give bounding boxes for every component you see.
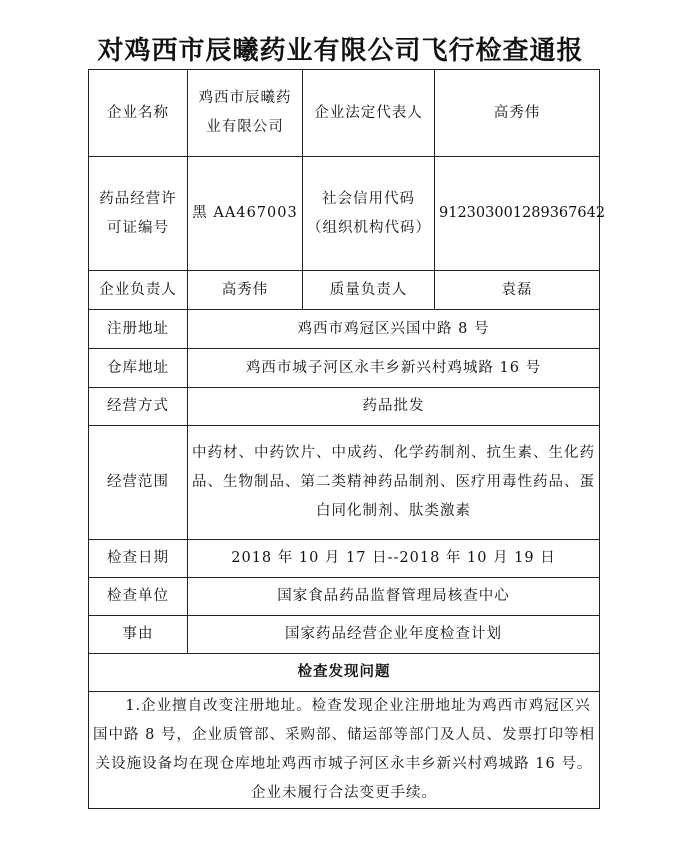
legal-rep-label: 企业法定代表人 <box>303 70 435 157</box>
mode-label: 经营方式 <box>89 388 188 426</box>
unit-label: 检查单位 <box>89 578 188 616</box>
mode-value: 药品批发 <box>188 388 600 426</box>
table-row <box>89 616 600 654</box>
principal-value: 高秀伟 <box>188 271 303 310</box>
table-row <box>89 349 600 388</box>
finding-item: 1.企业擅自改变注册地址。检查发现企业注册地址为鸡西市鸡冠区兴国中路 8 号，企业质管部、采购部、储运部等部门及人员、发票打印等相关设施设备均在现仓库地址鸡西市城子河区永丰乡新兴村鸡城路 16 号。企业未履行合法变更手续。 <box>93 698 595 801</box>
table-row <box>89 388 600 426</box>
company-name-value: 鸡西市辰曦药业有限公司 <box>188 70 303 157</box>
table-row <box>89 70 600 157</box>
reg-address-label: 注册地址 <box>89 310 188 349</box>
date-label: 检查日期 <box>89 540 188 578</box>
date-value: 2018 年 10 月 17 日--2018 年 10 月 19 日 <box>188 540 600 578</box>
license-value: 黑 AA467003 <box>188 157 303 271</box>
inspection-info-table <box>88 69 606 809</box>
table-row <box>89 654 600 692</box>
table-row <box>89 271 600 310</box>
unit-value: 国家食品药品监督管理局核查中心 <box>188 578 600 616</box>
warehouse-label: 仓库地址 <box>89 349 188 388</box>
quality-value: 袁磊 <box>435 271 600 310</box>
scope-value: 中药材、中药饮片、中成药、化学药制剂、抗生素、生化药品、生物制品、第二类精神药品制剂、医疗用毒性药品、蛋白同化制剂、肽类激素 <box>188 426 600 540</box>
findings-cell <box>89 692 600 809</box>
table-row <box>89 692 600 809</box>
document-title: 对鸡西市辰曦药业有限公司飞行检查通报 <box>97 36 584 66</box>
reg-address-value: 鸡西市鸡冠区兴国中路 8 号 <box>188 310 600 349</box>
table-row <box>89 310 600 349</box>
warehouse-value: 鸡西市城子河区永丰乡新兴村鸡城路 16 号 <box>188 349 600 388</box>
reason-value: 国家药品经营企业年度检查计划 <box>188 616 600 654</box>
credit-code-value: 912303001289367642 <box>435 157 600 271</box>
table-row <box>89 540 600 578</box>
license-label: 药品经营许可证编号 <box>89 157 188 271</box>
legal-rep-value: 高秀伟 <box>435 70 600 157</box>
table-row <box>89 426 600 540</box>
findings-header: 检查发现问题 <box>89 654 600 692</box>
principal-label: 企业负责人 <box>89 271 188 310</box>
scope-label: 经营范围 <box>89 426 188 540</box>
reason-label: 事由 <box>89 616 188 654</box>
quality-label: 质量负责人 <box>303 271 435 310</box>
table-row <box>89 578 600 616</box>
credit-code-label: 社会信用代码（组织机构代码） <box>303 157 435 271</box>
table-row <box>89 157 600 271</box>
company-name-label: 企业名称 <box>89 70 188 157</box>
